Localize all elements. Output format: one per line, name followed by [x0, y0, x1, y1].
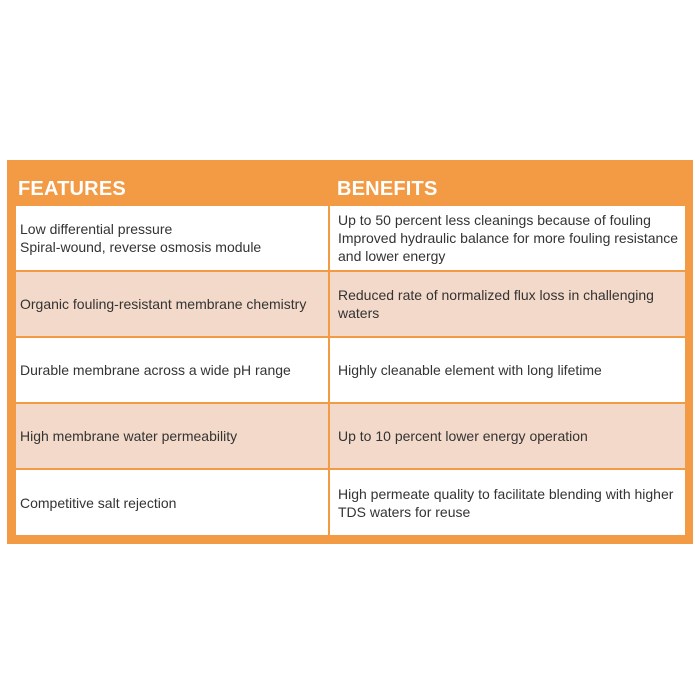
feature-cell	[16, 338, 328, 402]
table-row	[16, 206, 685, 270]
feature-cell	[16, 206, 328, 270]
feature-text: Competitive salt rejection	[20, 494, 177, 511]
feature-text: Organic fouling-resistant membrane chemistry	[20, 296, 307, 312]
benefit-text: Up to 10 percent lower energy operation	[338, 428, 588, 444]
benefit-cell	[330, 338, 685, 402]
benefit-text: Highly cleanable element with long lifetime	[338, 362, 602, 378]
table-row	[16, 404, 685, 468]
feature-text: High membrane water permeability	[20, 428, 238, 444]
feature-text: Low differential pressure	[20, 221, 173, 237]
benefit-text: Up to 50 percent less cleanings because of fouling	[338, 212, 651, 228]
benefit-cell	[330, 470, 685, 535]
benefit-text: TDS waters for reuse	[338, 503, 471, 520]
benefit-cell	[330, 272, 685, 336]
table-row	[16, 470, 685, 535]
table-row	[16, 272, 685, 336]
feature-cell	[16, 272, 328, 336]
features-benefits-table	[7, 160, 693, 544]
table-header	[7, 160, 693, 206]
feature-cell	[16, 470, 328, 535]
benefit-text: waters	[338, 305, 380, 321]
table-row	[16, 338, 685, 402]
benefit-cell	[330, 206, 685, 270]
benefit-text: Improved hydraulic balance for more fouling resistance	[338, 230, 679, 246]
benefit-text: Reduced rate of normalized flux loss in challenging	[338, 287, 654, 303]
feature-text: Durable membrane across a wide pH range	[20, 362, 291, 378]
feature-text: Spiral-wound, reverse osmosis module	[20, 239, 262, 255]
features-header: FEATURES	[18, 178, 126, 200]
benefit-text: and lower energy	[338, 248, 446, 264]
benefit-cell	[330, 404, 685, 468]
table-body	[16, 206, 685, 535]
benefits-header: BENEFITS	[337, 178, 438, 200]
benefit-text: High permeate quality to facilitate blending with higher	[338, 485, 674, 502]
feature-cell	[16, 404, 328, 468]
